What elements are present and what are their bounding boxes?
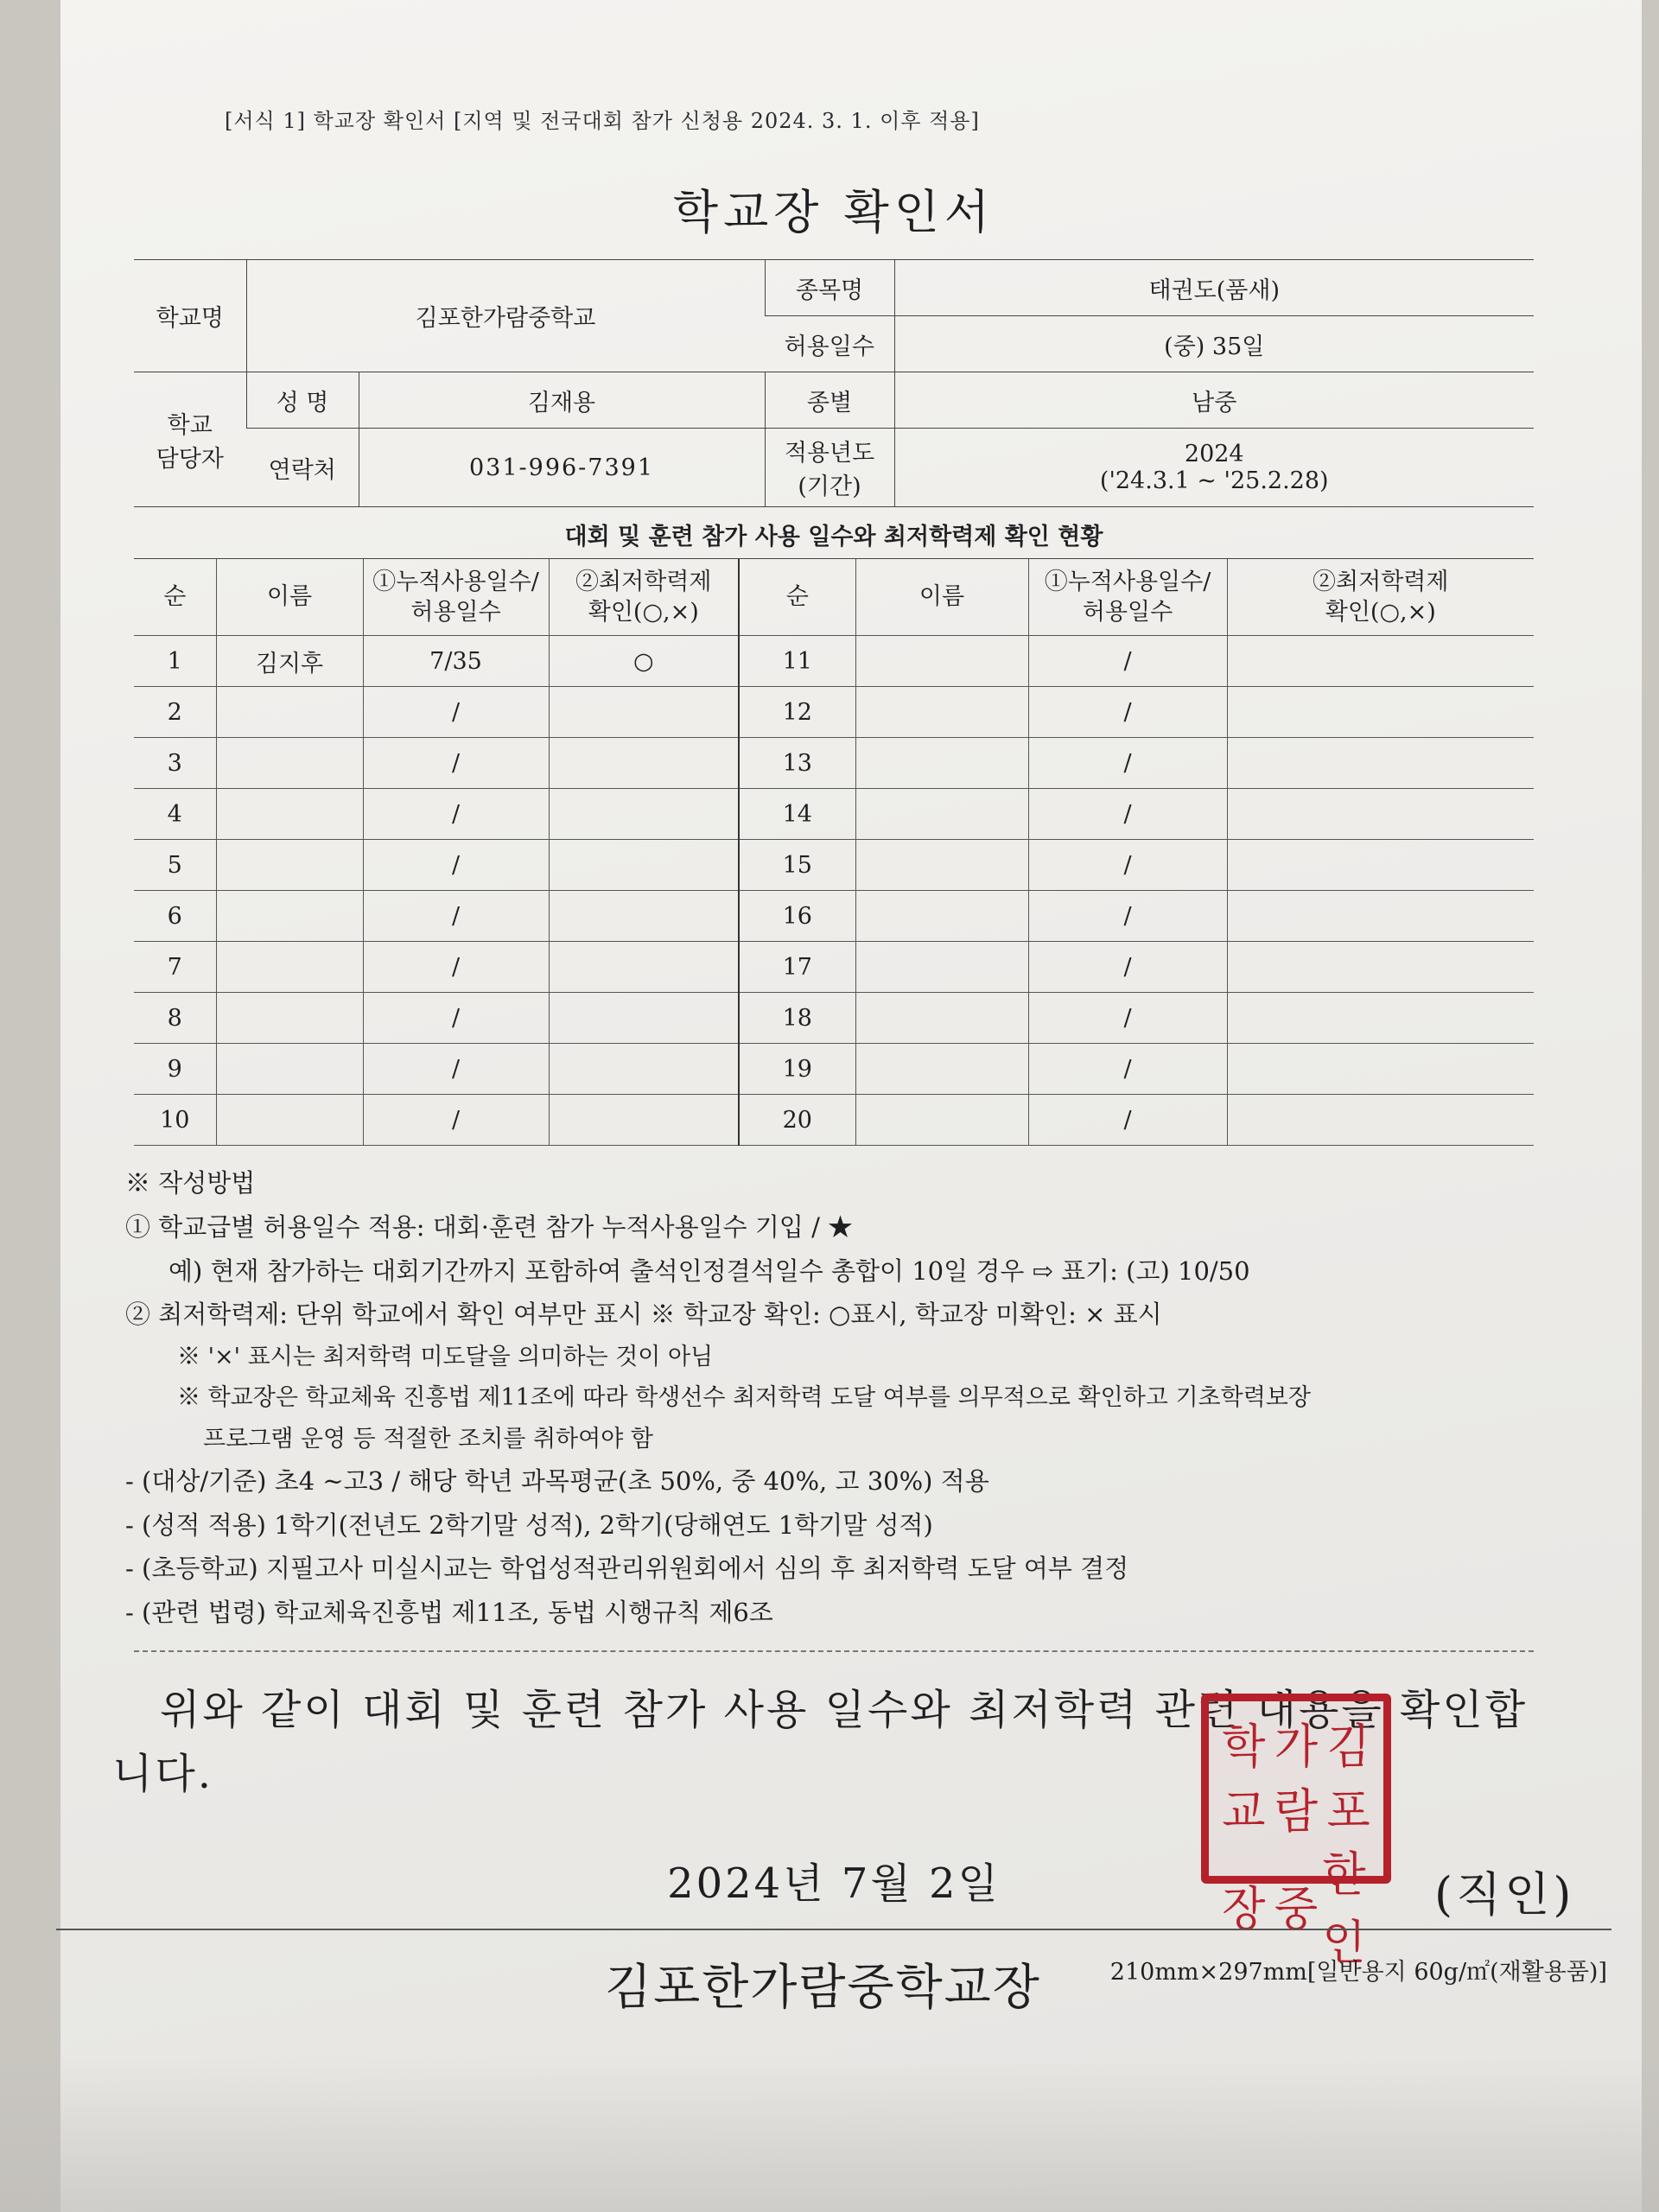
- table-row: [134, 840, 1534, 891]
- seal-character: 김: [1326, 1719, 1370, 1775]
- period-value: [894, 429, 1534, 507]
- row-check: [1227, 840, 1534, 891]
- row-days: /: [1028, 942, 1227, 993]
- seal-character: 한인: [1322, 1847, 1366, 1971]
- header-check-line2: 확인(○,×): [588, 599, 699, 626]
- seal-character: 포: [1326, 1784, 1370, 1840]
- row-name: [855, 636, 1028, 687]
- row-name: [216, 840, 363, 891]
- row-no: 12: [739, 687, 855, 738]
- seal-character: 학: [1222, 1719, 1266, 1775]
- header-days-right-line2: 허용일수: [1082, 599, 1173, 626]
- instruction-line: - (대상/기준) 초4 ~고3 / 해당 학년 과목평균(초 50%, 중 40%, 고 30%) 적용: [125, 1465, 989, 1496]
- instruction-line: ① 학교급별 허용일수 적용: 대회·훈련 참가 누적사용일수 기입 / ★: [125, 1211, 854, 1242]
- instruction-line: ※ 학교장은 학교체육 진흥법 제11조에 따라 학생선수 최저학력 도달 여부를 의무적으로 확인하고 기초학력보장: [177, 1384, 1311, 1412]
- school-name-label: 학교명: [134, 260, 246, 372]
- row-name: [216, 687, 363, 738]
- instruction-line: - (초등학교) 지필고사 미실시교는 학업성적관리위원회에서 심의 후 최저학력 도달 여부 결정: [125, 1554, 1129, 1584]
- category-label: 종별: [765, 372, 894, 429]
- row-name: 김지후: [216, 636, 363, 687]
- row-days: /: [363, 942, 549, 993]
- manager-name: 김재용: [359, 372, 765, 429]
- row-check: [1227, 636, 1534, 687]
- contact-value: 031-996-7391: [359, 429, 765, 507]
- row-no: 10: [134, 1095, 216, 1146]
- period-label-line2: (기간): [798, 474, 861, 500]
- row-check: [1227, 993, 1534, 1044]
- instruction-line: - (성적 적용) 1학기(전년도 2학기말 성적), 2학기(당해연도 1학기말 성적): [125, 1510, 933, 1540]
- row-days: /: [363, 687, 549, 738]
- row-days: /: [1028, 789, 1227, 840]
- row-name: [855, 687, 1028, 738]
- name-label: 성 명: [246, 372, 359, 429]
- contact-label: 연락처: [246, 429, 359, 507]
- row-days: /: [1028, 636, 1227, 687]
- row-no: 1: [134, 636, 216, 687]
- header-days-right-line1: ①누적사용일수/: [1044, 568, 1211, 595]
- header-days: [363, 559, 549, 636]
- info-table: [134, 259, 1534, 507]
- row-name: [855, 993, 1028, 1044]
- event-label: 종목명: [765, 260, 894, 316]
- header-name: 이름: [216, 559, 363, 636]
- seal-character: 교: [1222, 1784, 1266, 1840]
- row-days: /: [1028, 738, 1227, 789]
- row-days: /: [1028, 840, 1227, 891]
- seal-characters: [1217, 1710, 1375, 1971]
- row-check: [1227, 942, 1534, 993]
- row-no: 17: [739, 942, 855, 993]
- row-no: 14: [739, 789, 855, 840]
- row-no: 11: [739, 636, 855, 687]
- seal-character: 람: [1274, 1784, 1319, 1840]
- row-no: 8: [134, 993, 216, 1044]
- allowed-days-value: (중) 35일: [894, 316, 1534, 372]
- row-no: 18: [739, 993, 855, 1044]
- row-check: [549, 1044, 739, 1095]
- year-value: 2024: [1184, 441, 1244, 467]
- row-no: 16: [739, 891, 855, 942]
- row-check: [549, 687, 739, 738]
- table-row: [134, 1095, 1534, 1146]
- row-no: 13: [739, 738, 855, 789]
- row-no: 7: [134, 942, 216, 993]
- header-no-right: 순: [739, 559, 855, 636]
- table-row: [134, 1044, 1534, 1095]
- row-days: /: [1028, 1095, 1227, 1146]
- row-days: /: [363, 738, 549, 789]
- header-days-right: [1028, 559, 1227, 636]
- row-name: [855, 891, 1028, 942]
- header-days-line2: 허용일수: [410, 599, 501, 626]
- manager-label-line1: 학교: [167, 411, 213, 439]
- row-check: [1227, 738, 1534, 789]
- roster-section-title: 대회 및 훈련 참가 사용 일수와 최저학력제 확인 현황: [134, 507, 1534, 559]
- instruction-line: 프로그램 운영 등 적절한 조치를 취하여야 함: [203, 1425, 653, 1452]
- header-check-line1: ②최저학력제: [575, 568, 712, 595]
- row-no: 9: [134, 1044, 216, 1095]
- manager-label: [134, 372, 246, 507]
- period-label-line1: 적용년도: [784, 440, 875, 467]
- instruction-line: ② 최저학력제: 단위 학교에서 확인 여부만 표시 ※ 학교장 확인: ○표시, 학교장 미확인: × 표시: [125, 1300, 1162, 1330]
- row-check: [1227, 1044, 1534, 1095]
- manager-label-line2: 담당자: [156, 445, 224, 473]
- row-days: /: [363, 840, 549, 891]
- instruction-line: 예) 현재 참가하는 대회기간까지 포함하여 출석인정결석일수 총합이 10일 경우 ⇨ 표기: (고) 10/50: [168, 1255, 1250, 1286]
- row-check: [1227, 789, 1534, 840]
- issue-date: 2024년 7월 2일: [667, 1859, 1001, 1908]
- instruction-line: - (관련 법령) 학교체육진흥법 제11조, 동법 시행규칙 제6조: [125, 1598, 773, 1627]
- row-check: [549, 840, 739, 891]
- period-range: ('24.3.1 ~ '25.2.28): [1099, 467, 1329, 494]
- allowed-days-label: 허용일수: [765, 316, 894, 372]
- row-name: [216, 891, 363, 942]
- dashed-divider: [134, 1650, 1534, 1652]
- header-check-right-line2: 확인(○,×): [1325, 599, 1436, 626]
- row-days: /: [363, 1044, 549, 1095]
- row-no: 6: [134, 891, 216, 942]
- event-value: 태권도(품새): [894, 260, 1534, 316]
- table-row: [134, 942, 1534, 993]
- official-seal-icon: [1201, 1694, 1391, 1971]
- roster-table: [134, 559, 1534, 1146]
- header-check-right: [1227, 559, 1534, 636]
- row-check: [1227, 1095, 1534, 1146]
- row-days: 7/35: [363, 636, 549, 687]
- row-name: [855, 789, 1028, 840]
- row-days: /: [363, 993, 549, 1044]
- header-check: [549, 559, 739, 636]
- row-name: [855, 738, 1028, 789]
- table-row: [134, 789, 1534, 840]
- table-row: [134, 636, 1534, 687]
- table-row: [134, 993, 1534, 1044]
- instructions: [125, 1161, 1534, 1635]
- row-no: 2: [134, 687, 216, 738]
- row-name: [216, 738, 363, 789]
- instruction-line: ※ '×' 표시는 최저학력 미도달을 의미하는 것이 아님: [177, 1344, 714, 1370]
- table-row: [134, 891, 1534, 942]
- row-name: [216, 789, 363, 840]
- row-days: /: [363, 789, 549, 840]
- row-days: /: [1028, 891, 1227, 942]
- row-check: ○: [549, 636, 739, 687]
- footer-divider: [56, 1929, 1611, 1930]
- row-name: [855, 942, 1028, 993]
- row-no: 15: [739, 840, 855, 891]
- header-name-right: 이름: [855, 559, 1028, 636]
- row-check: [1227, 891, 1534, 942]
- header-days-line1: ①누적사용일수/: [372, 568, 539, 595]
- row-no: 20: [739, 1095, 855, 1146]
- row-check: [549, 993, 739, 1044]
- row-name: [216, 993, 363, 1044]
- row-days: /: [363, 1095, 549, 1146]
- row-no: 19: [739, 1044, 855, 1095]
- row-name: [855, 840, 1028, 891]
- row-no: 5: [134, 840, 216, 891]
- category-value: 남중: [894, 372, 1534, 429]
- form-number: [서식 1] 학교장 확인서 [지역 및 전국대회 참가 신청용 2024. 3. 1. 이후 적용]: [225, 109, 980, 133]
- row-name: [855, 1044, 1028, 1095]
- document-title: 학교장 확인서: [672, 185, 995, 239]
- row-check: [549, 891, 739, 942]
- header-no: 순: [134, 559, 216, 636]
- seal-character: 중: [1274, 1882, 1319, 1937]
- row-days: /: [1028, 993, 1227, 1044]
- row-check: [549, 789, 739, 840]
- row-check: [549, 738, 739, 789]
- paper-spec-footer: 210mm×297mm[일반용지 60g/㎡(재활용품)]: [1109, 1959, 1607, 1986]
- roster-body: [134, 636, 1534, 1146]
- row-check: [1227, 687, 1534, 738]
- row-days: /: [1028, 1044, 1227, 1095]
- period-label: [765, 429, 894, 507]
- school-name: 김포한가람중학교: [246, 260, 765, 372]
- row-name: [216, 1095, 363, 1146]
- row-days: /: [1028, 687, 1227, 738]
- confirmation-statement: 위와 같이 대회 및 훈련 참가 사용 일수와 최저학력 관련 내용을 확인합니다.: [112, 1685, 1529, 1799]
- roster-header-row: [134, 559, 1534, 636]
- seal-character: 장: [1222, 1882, 1266, 1937]
- seal-character: 가: [1274, 1719, 1319, 1775]
- row-name: [855, 1095, 1028, 1146]
- row-check: [549, 1095, 739, 1146]
- header-check-right-line1: ②최저학력제: [1313, 568, 1449, 595]
- row-check: [549, 942, 739, 993]
- row-name: [216, 942, 363, 993]
- row-no: 4: [134, 789, 216, 840]
- background-shadow: [0, 2056, 1659, 2212]
- table-row: [134, 687, 1534, 738]
- principal-title: 김포한가람중학교장: [605, 1959, 1041, 2016]
- instructions-heading: ※ 작성방법: [125, 1168, 256, 1198]
- row-days: /: [363, 891, 549, 942]
- row-no: 3: [134, 738, 216, 789]
- row-name: [216, 1044, 363, 1095]
- seal-label: (직인): [1434, 1867, 1575, 1922]
- table-row: [134, 738, 1534, 789]
